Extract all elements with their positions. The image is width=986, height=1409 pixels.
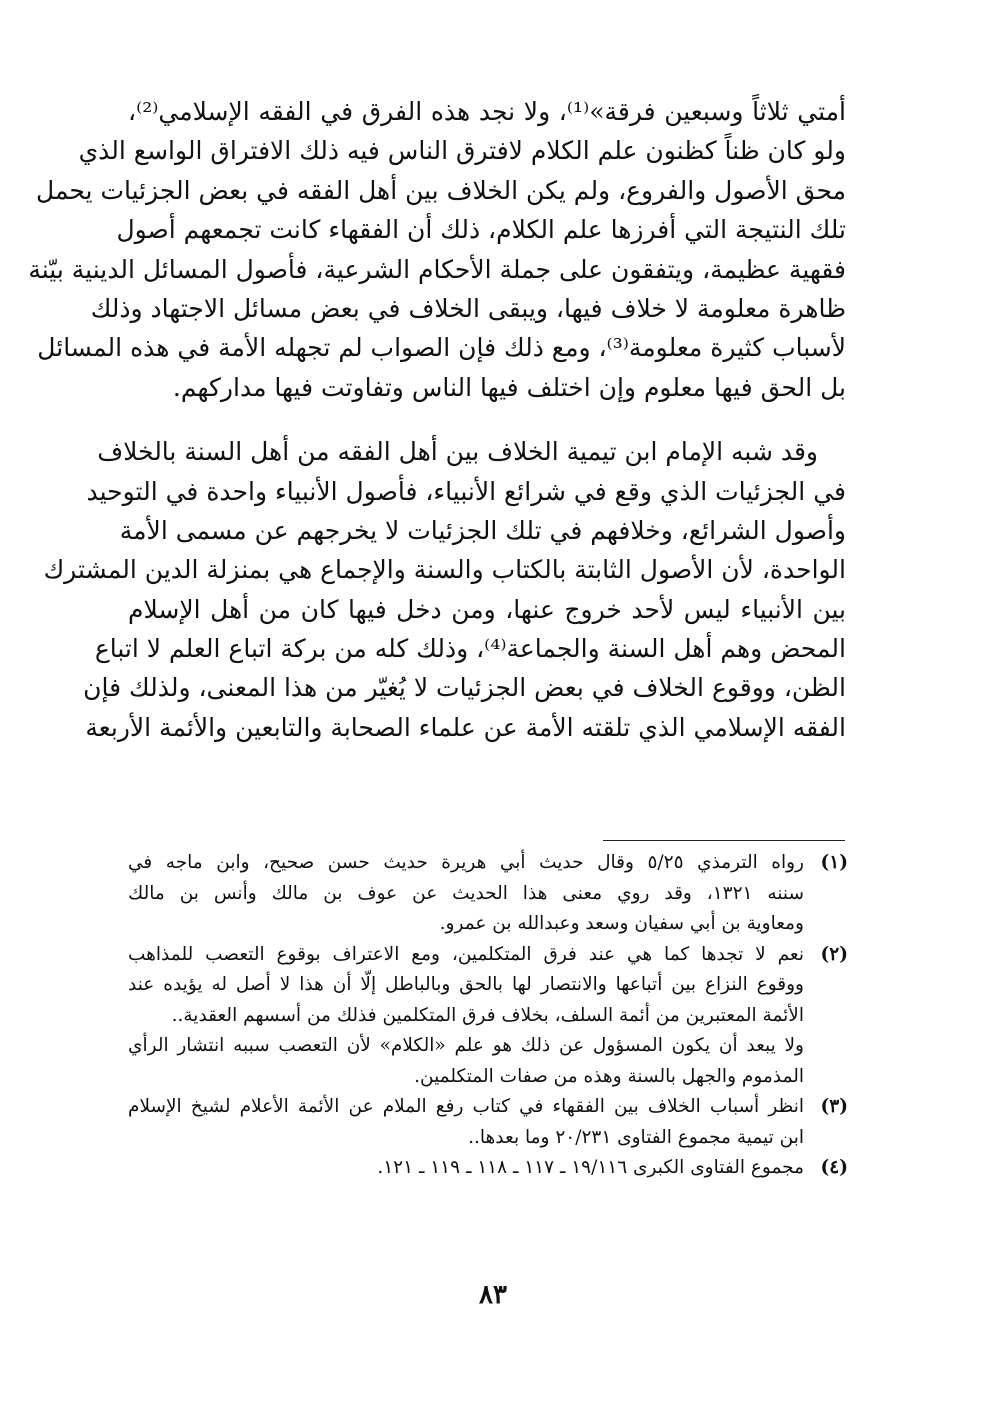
text-line: بل الحق فيها معلوم وإن اختلف فيها الناس وتفاوتت فيها مداركهم. xyxy=(172,372,846,402)
footnote-number: (٣) xyxy=(820,1096,848,1117)
footnote-number: (١) xyxy=(820,852,848,873)
footnote-number: (٢) xyxy=(820,943,848,965)
footnote-line: انظر أسباب الخلاف بين الفقهاء في كتاب رفع الملام عن الأئمة الأعلام لشيخ الإسلام xyxy=(128,1096,804,1117)
paragraph-1 xyxy=(28,92,846,407)
footnote-number: (٤) xyxy=(820,1157,848,1178)
footnotes xyxy=(128,848,848,1184)
footnote-separator xyxy=(603,840,845,841)
footnote-3 xyxy=(128,1092,848,1153)
text-line: ولو كان ظناً كظنون علم الكلام لافترق الناس فيه ذلك الافتراق الواسع الذي xyxy=(78,136,846,166)
footnote-line: رواه الترمذي ٥/٢٥ وقال حديث أبي هريرة حديث حسن صحيح، وابن ماجه في xyxy=(128,852,804,873)
footnote-line: ولا يبعد أن يكون المسؤول عن ذلك هو علم «الكلام» لأن التعصب سببه انتشار الرأي xyxy=(128,1035,804,1056)
paragraph-gap xyxy=(128,407,846,432)
footnote-line: مجموع الفتاوى الكبرى ١٩/١١٦ ـ ١١٧ ـ ١١٨ ـ ١١٩ ـ ١٢١. xyxy=(377,1157,804,1178)
text-line: فقهية عظيمة، ويتفقون على جملة الأحكام الشرعية، فأصول المسائل الدينية بيّنة xyxy=(28,254,846,284)
footnote-line: سننه ١٣٢١، وقد روي معنى هذا الحديث عن عوف بن مالك وأنس بن مالك xyxy=(128,882,805,904)
text-line: أمتي ثلاثاً وسبعين فرقة»⁽¹⁾، ولا نجد هذه الفرق في الفقه الإسلامي⁽²⁾، xyxy=(128,97,846,126)
text-line: وقد شبه الإمام ابن تيمية الخلاف بين أهل الفقه من أهل السنة بالخلاف xyxy=(97,437,818,467)
text-line: بين الأنبياء ليس لأحد خروج عنها، ومن دخل فيها كان من أهل الإسلام xyxy=(128,594,846,624)
text-line: محق الأصول والفروع، ولم يكن الخلاف بين أهل الفقه في بعض الجزئيات يحمل xyxy=(36,175,846,205)
footnote-4 xyxy=(128,1153,848,1184)
text-line: وأصول الشرائع، وخلافهم في تلك الجزئيات لا يخرجهم عن مسمى الأمة xyxy=(119,515,846,545)
footnote-line: نعم لا تجدها كما هي عند فرق المتكلمين، ومع الاعتراف بوقوع التعصب للمذاهب xyxy=(128,943,804,965)
footnote-line: الأئمة المعتبرين من أئمة السلف، بخلاف فرق المتكلمين فذلك من أسسهم العقدية.. xyxy=(171,1004,804,1026)
text-line: الظن، ووقوع الخلاف في بعض الجزئيات لا يُغيّر من هذا المعنى، ولذلك فإن xyxy=(83,673,846,703)
main-text xyxy=(28,92,846,747)
footnote-2 xyxy=(128,940,848,1093)
footnote-1 xyxy=(128,848,848,940)
footnote-line: ومعاوية بن أبي سفيان وسعد وعبدالله بن عمرو. xyxy=(439,913,804,934)
page-number: ٨٣ xyxy=(479,1280,507,1310)
footnote-line: ابن تيمية مجموع الفتاوى ٢٠/٢٣١ وما بعدها.. xyxy=(468,1126,804,1148)
footnote-line: ووقوع النزاع بين أتباعها والانتصار لها بالحق وبالباطل إلّا أن هذا لا أصل له يؤيده عند xyxy=(128,974,804,995)
text-line: لأسباب كثيرة معلومة⁽³⁾، ومع ذلك فإن الصواب لم تجهله الأمة في هذه المسائل xyxy=(37,333,846,363)
text-line: في الجزئيات الذي وقع في شرائع الأنبياء، فأصول الأنبياء واحدة في التوحيد xyxy=(86,476,846,506)
footnote-line: المذموم والجهل بالسنة وهذه من صفات المتكلمين. xyxy=(414,1065,804,1087)
paragraph-2 xyxy=(43,432,846,747)
text-line: المحض وهم أهل السنة والجماعة⁽⁴⁾، وذلك كله من بركة اتباع العلم لا اتباع xyxy=(94,634,846,664)
text-line: الواحدة، لأن الأصول الثابتة بالكتاب والسنة والإجماع هي بمنزلة الدين المشترك xyxy=(43,555,846,585)
text-line: ظاهرة معلومة لا خلاف فيها، ويبقى الخلاف في بعض مسائل الاجتهاد وذلك xyxy=(90,293,846,323)
text-line: تلك النتيجة التي أفرزها علم الكلام، ذلك أن الفقهاء كانت تجمعهم أصول xyxy=(116,215,846,245)
text-line: الفقه الإسلامي الذي تلقته الأمة عن علماء الصحابة والتابعين والأئمة الأربعة xyxy=(85,712,846,742)
